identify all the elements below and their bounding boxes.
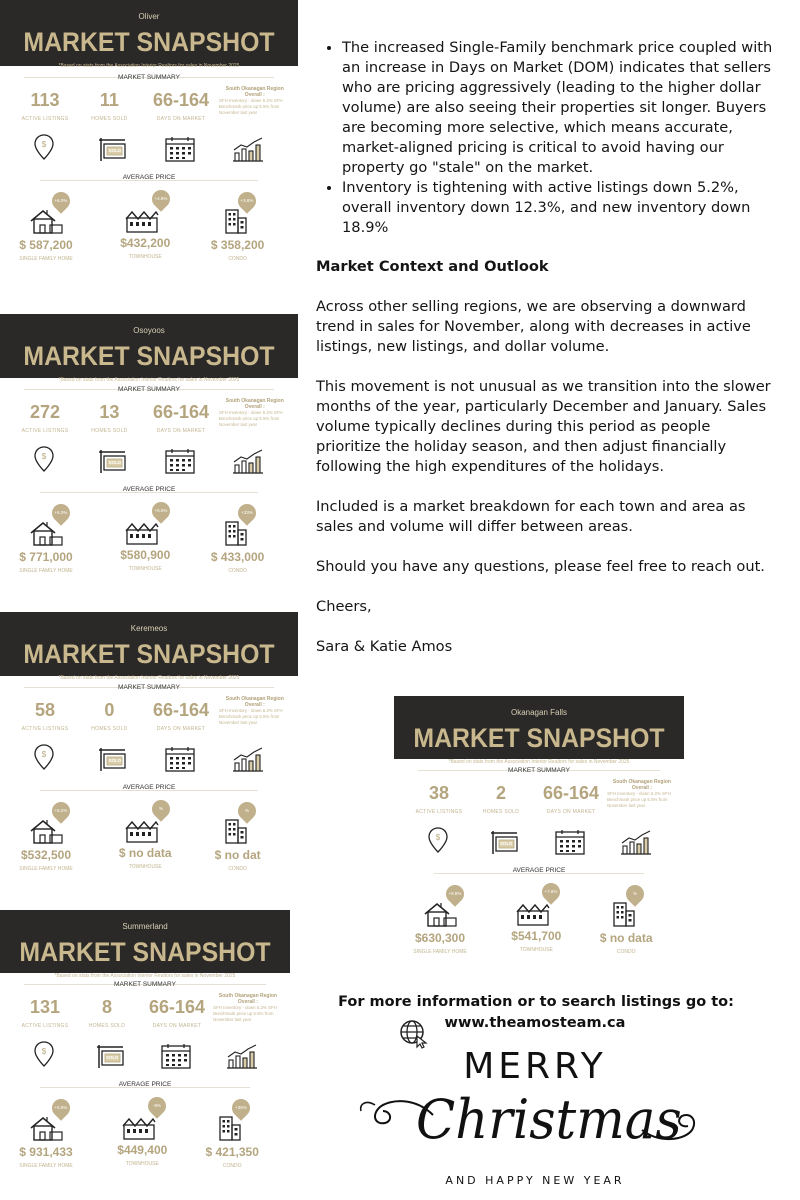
- townhouse-price-label: TOWNHOUSE: [128, 254, 162, 260]
- snapshot-header: [394, 696, 684, 765]
- snapshot-title: MARKET SNAPSHOT: [23, 27, 275, 57]
- average-price-title: AVERAGE PRICE: [122, 486, 176, 493]
- region-overview: [213, 993, 283, 1023]
- calendar-icon: [161, 1043, 191, 1069]
- region-title: South Okanagan Region Overall :: [225, 398, 284, 410]
- townhouse-price-label: TOWNHOUSE: [128, 864, 162, 870]
- condo-price: [203, 550, 273, 575]
- days-on-market-value: 66-164: [152, 90, 210, 110]
- townhouse-icon: [125, 519, 159, 545]
- townhouse-price: [110, 548, 180, 573]
- market-snapshot-card: [0, 314, 298, 604]
- condo-change-badge: [228, 1095, 253, 1120]
- sfh-change-badge: [442, 881, 467, 906]
- sfh-change-value: +6.0%: [54, 198, 68, 203]
- region-text: SFH Inventory - down 6.2% SFH Benchmark price up 5.5% from November last year: [219, 98, 283, 115]
- snapshot-note: *Based on stats from the Association Interior Realtors for sales in November 2025: [58, 377, 240, 383]
- townhouse-icon: [516, 900, 550, 926]
- region-overview: [607, 779, 677, 809]
- sold-sign-text: SOLD: [108, 148, 122, 153]
- days-on-market-value: 66-164: [542, 783, 600, 803]
- sfh-change-value: +5.3%: [54, 510, 68, 515]
- snapshot-note: *Based on stats from the Association Interior Realtors for sales in November 2025: [58, 63, 240, 69]
- location-pin-icon: [34, 134, 54, 160]
- sfh-price: [10, 550, 82, 575]
- stat-homes-sold: [87, 997, 127, 1029]
- market-summary-title: MARKET SUMMARY: [118, 684, 180, 691]
- active-listings-value: 38: [428, 783, 450, 803]
- sold-sign-icon: [98, 746, 128, 772]
- sfh-price-label: SINGLE FAMILY HOME: [19, 568, 73, 574]
- townhouse-change-badge: [144, 1093, 169, 1118]
- sfh-price: [404, 931, 476, 956]
- christmas-script: Christmas: [416, 1088, 682, 1151]
- stat-days-on-market: [145, 997, 209, 1029]
- merry-text: MERRY: [463, 1046, 607, 1087]
- sold-sign-text: SOLD: [105, 1055, 119, 1060]
- townhouse-price-value: $580,900: [120, 548, 171, 562]
- townhouse-change-badge: [538, 879, 563, 904]
- condo-change-badge: [235, 798, 260, 823]
- newsletter-body: [316, 38, 778, 677]
- active-listings-label: ACTIVE LISTINGS: [415, 809, 463, 815]
- town-name: Okanagan Falls: [510, 708, 568, 717]
- sfh-price-value: $ 587,200: [19, 238, 73, 252]
- townhouse-price: [501, 929, 571, 954]
- active-listings-label: ACTIVE LISTINGS: [21, 1023, 69, 1029]
- active-listings-label: ACTIVE LISTINGS: [21, 428, 69, 434]
- sfh-price-label: SINGLE FAMILY HOME: [19, 1163, 73, 1169]
- town-name: Oliver: [138, 12, 160, 21]
- condo-change-badge: [235, 188, 260, 213]
- days-on-market-label: DAYS ON MARKET: [546, 809, 596, 815]
- snapshot-header: [0, 910, 290, 979]
- snapshot-title: MARKET SNAPSHOT: [23, 639, 275, 669]
- sold-sign-text: SOLD: [108, 460, 122, 465]
- calendar-icon: [165, 746, 195, 772]
- sfh-price-label: SINGLE FAMILY HOME: [19, 866, 73, 872]
- location-pin-icon: [34, 446, 54, 472]
- snapshot-title: MARKET SNAPSHOT: [413, 723, 665, 753]
- condo-building-icon: [612, 901, 636, 927]
- growth-chart-icon: [232, 448, 264, 474]
- region-title: South Okanagan Region Overall :: [218, 993, 277, 1005]
- days-on-market-label: DAYS ON MARKET: [152, 1023, 202, 1029]
- growth-chart-icon: [226, 1043, 258, 1069]
- sfh-price-label: SINGLE FAMILY HOME: [413, 949, 467, 955]
- townhouse-price: [110, 846, 180, 871]
- condo-price-value: $ 433,000: [210, 550, 265, 564]
- townhouse-change-value: -9%: [152, 1103, 161, 1108]
- homes-sold-value: 2: [495, 783, 506, 803]
- region-title: South Okanagan Region Overall :: [225, 86, 284, 98]
- townhouse-change-badge: [148, 498, 173, 523]
- region-text: SFH Inventory - down 6.2% SFH Benchmark price up 5.5% from November last year: [219, 410, 283, 427]
- growth-chart-icon: [232, 746, 264, 772]
- stat-homes-sold: [481, 783, 521, 815]
- sold-sign-icon: [490, 829, 520, 855]
- townhouse-icon: [125, 207, 159, 233]
- condo-building-icon: [224, 520, 248, 546]
- stat-active-listings: [16, 700, 74, 732]
- snapshot-note: *Based on stats from the Association Interior Realtors for sales in November 2025: [58, 675, 240, 681]
- sfh-price-value: $ 931,433: [19, 1145, 73, 1159]
- sfh-price-value: $532,500: [20, 848, 72, 862]
- sold-sign-icon: [98, 448, 128, 474]
- homes-sold-label: HOMES SOLD: [482, 809, 520, 815]
- sfh-price: [10, 238, 82, 263]
- market-summary-title: MARKET SUMMARY: [118, 74, 180, 81]
- stat-days-on-market: [539, 783, 603, 815]
- active-listings-label: ACTIVE LISTINGS: [21, 726, 69, 732]
- sfh-change-badge: [48, 798, 73, 823]
- townhouse-price-value: $541,700: [511, 929, 562, 943]
- sfh-price-label: SINGLE FAMILY HOME: [19, 256, 73, 262]
- market-snapshot-card: [0, 910, 290, 1200]
- market-snapshot-card: [0, 612, 298, 902]
- market-summary-title: MARKET SUMMARY: [114, 981, 176, 988]
- stat-days-on-market: [149, 700, 213, 732]
- calendar-icon: [165, 136, 195, 162]
- town-name: Keremeos: [130, 624, 168, 633]
- town-name: Osoyoos: [133, 326, 165, 335]
- days-on-market-value: 66-164: [152, 402, 210, 422]
- townhouse-price: [110, 236, 180, 261]
- condo-price-label: CONDO: [228, 866, 247, 872]
- condo-price-label: CONDO: [616, 949, 636, 955]
- calendar-icon: [555, 829, 585, 855]
- townhouse-change-badge: [148, 186, 173, 211]
- condo-price: [591, 931, 661, 956]
- paragraph: Should you have any questions, please feel free to reach out.: [316, 558, 765, 575]
- stat-active-listings: [410, 783, 468, 815]
- townhouse-price-value: $449,400: [117, 1143, 168, 1157]
- calendar-icon: [165, 448, 195, 474]
- condo-price: [203, 848, 273, 873]
- condo-change-badge: [235, 500, 260, 525]
- townhouse-change-badge: [148, 796, 173, 821]
- active-listings-value: 272: [29, 402, 61, 422]
- sfh-change-value: +8.8%: [448, 891, 462, 896]
- sfh-change-value: +6.2%: [54, 808, 68, 813]
- location-pin-icon: [428, 827, 448, 853]
- region-overview: [219, 696, 291, 726]
- townhouse-change-value: +5.5%: [154, 508, 168, 513]
- homes-sold-value: 11: [99, 90, 119, 110]
- condo-building-icon: [218, 1115, 242, 1141]
- stat-active-listings: [16, 997, 74, 1029]
- average-price-title: AVERAGE PRICE: [122, 784, 176, 791]
- stat-homes-sold: [89, 90, 129, 122]
- region-title: South Okanagan Region Overall :: [612, 779, 671, 791]
- average-price-title: AVERAGE PRICE: [512, 867, 566, 874]
- townhouse-change-value: +4.8%: [154, 196, 168, 201]
- region-text: SFH Inventory - down 6.2% SFH Benchmark price up 5.5% from November last year: [219, 708, 283, 725]
- homes-sold-value: 8: [101, 997, 112, 1017]
- townhouse-price-label: TOWNHOUSE: [519, 947, 553, 953]
- homes-sold-value: 13: [99, 402, 120, 422]
- condo-price-label: CONDO: [228, 256, 247, 262]
- condo-change-value: +33%: [241, 510, 254, 515]
- sfh-price: [10, 1145, 82, 1170]
- bullet-item: • Inventory is tightening with active listings down 5.2%, overall inventory down 12.3%, and new inventory down 18.9%: [342, 178, 778, 238]
- homes-sold-label: HOMES SOLD: [91, 116, 128, 122]
- sfh-price-value: $ 771,000: [19, 550, 73, 564]
- homes-sold-value: 0: [104, 700, 115, 720]
- condo-price: [197, 1145, 267, 1170]
- townhouse-change-value: %: [158, 806, 163, 811]
- region-text: SFH Inventory - down 6.2% SFH Benchmark price up 5.5% from November last year: [213, 1005, 277, 1022]
- condo-price-value: $ 358,200: [210, 238, 265, 252]
- sfh-price: [10, 848, 82, 873]
- stat-active-listings: [16, 402, 74, 434]
- region-title: South Okanagan Region Overall :: [225, 696, 284, 708]
- paragraph: Cheers,: [316, 598, 372, 615]
- days-on-market-label: DAYS ON MARKET: [156, 726, 206, 732]
- location-pin-icon: [34, 1041, 54, 1067]
- townhouse-icon: [125, 817, 159, 843]
- townhouse-price: [107, 1143, 177, 1168]
- paragraph: Across other selling regions, we are observing a downward trend in sales for November, along with decreases in active listings, new listings, and dollar volume.: [316, 298, 751, 355]
- townhouse-change-value: +7.6%: [544, 889, 558, 894]
- sfh-price-value: $630,300: [414, 931, 466, 945]
- homes-sold-label: HOMES SOLD: [91, 726, 128, 732]
- townhouse-price-label: TOWNHOUSE: [125, 1161, 159, 1167]
- condo-price-label: CONDO: [228, 568, 247, 574]
- days-on-market-value: 66-164: [152, 700, 210, 720]
- snapshot-note: *Based on stats from the Association Interior Realtors for sales in November 2025: [54, 973, 236, 979]
- bullet-item: • The increased Single-Family benchmark price coupled with an increase in Days on Market (DOM) indicates that sellers who are pricing aggressively (leading to the higher dollar volume) are also seeing their properties sit longer. Buyers are becoming more selective, which means accurate, market-aligned pricing is critical to avoid having our property go "stale" on the market.: [342, 38, 778, 178]
- snapshot-title: MARKET SNAPSHOT: [19, 937, 271, 967]
- condo-change-value: %: [245, 808, 250, 813]
- condo-building-icon: [224, 208, 248, 234]
- sfh-change-badge: [48, 1095, 73, 1120]
- snapshot-title: MARKET SNAPSHOT: [23, 341, 275, 371]
- snapshot-header: [0, 612, 298, 681]
- condo-price: [203, 238, 273, 263]
- region-overview: [219, 86, 291, 116]
- globe-cursor-icon: [399, 1019, 429, 1049]
- condo-building-icon: [224, 818, 248, 844]
- condo-price-label: CONDO: [222, 1163, 242, 1169]
- website-link[interactable]: www.theamosteam.ca: [444, 1015, 626, 1031]
- more-info-text: For more information or to search listings go to:: [338, 994, 734, 1010]
- region-overview: [219, 398, 291, 428]
- new-year-text: AND HAPPY NEW YEAR: [445, 1174, 625, 1187]
- condo-price-value: $ no data: [599, 931, 653, 945]
- average-price-title: AVERAGE PRICE: [118, 1081, 172, 1088]
- condo-change-value: +36%: [235, 1105, 247, 1110]
- condo-price-value: $ no dat: [214, 848, 261, 862]
- condo-change-value: %: [632, 891, 637, 896]
- sold-sign-text: SOLD: [108, 758, 122, 763]
- active-listings-value: 131: [29, 997, 61, 1017]
- market-summary-title: MARKET SUMMARY: [118, 386, 180, 393]
- growth-chart-icon: [620, 829, 652, 855]
- sfh-change-badge: [48, 500, 73, 525]
- location-pin-icon: [34, 744, 54, 770]
- townhouse-price-label: TOWNHOUSE: [128, 566, 162, 572]
- market-summary-title: MARKET SUMMARY: [508, 767, 570, 774]
- active-listings-value: 113: [30, 90, 60, 110]
- insight-bullets: [316, 38, 778, 238]
- active-listings-value: 58: [34, 700, 56, 720]
- market-snapshot-card: [0, 0, 298, 290]
- market-snapshot-card: [394, 696, 684, 986]
- stat-days-on-market: [149, 402, 213, 434]
- days-on-market-label: DAYS ON MARKET: [156, 116, 206, 122]
- sfh-change-badge: [48, 188, 73, 213]
- stat-homes-sold: [89, 402, 129, 434]
- stat-homes-sold: [89, 700, 129, 732]
- sold-sign-icon: [96, 1043, 126, 1069]
- region-text: SFH Inventory - down 6.2% SFH Benchmark price up 5.5% from November last year: [607, 791, 671, 808]
- condo-change-value: +3.6%: [240, 198, 254, 203]
- townhouse-price-value: $ no data: [118, 846, 172, 860]
- town-name: Summerland: [122, 922, 168, 931]
- homes-sold-label: HOMES SOLD: [88, 1023, 126, 1029]
- signature: Sara & Katie Amos: [316, 638, 453, 655]
- active-listings-label: ACTIVE LISTINGS: [21, 116, 69, 122]
- stat-days-on-market: [149, 90, 213, 122]
- days-on-market-label: DAYS ON MARKET: [156, 428, 206, 434]
- sold-sign-text: SOLD: [499, 841, 513, 846]
- growth-chart-icon: [232, 136, 264, 162]
- paragraph: This movement is not unusual as we transition into the slower months of the year, particularly December and January. Sales volume typically declines during this period as people prioritize the holiday season, and then adjust financially following the high expenditures of the holidays.: [316, 378, 771, 475]
- condo-change-badge: [622, 881, 647, 906]
- stat-active-listings: [16, 90, 74, 122]
- swirl-ornament-right: [640, 1100, 710, 1150]
- snapshot-header: [0, 0, 298, 69]
- snapshot-note: *Based on stats from the Association Interior Realtors for sales in November 2025: [448, 759, 630, 765]
- townhouse-icon: [122, 1114, 156, 1140]
- sold-sign-icon: [98, 136, 128, 162]
- days-on-market-value: 66-164: [148, 997, 206, 1017]
- condo-price-value: $ 421,350: [205, 1145, 259, 1159]
- paragraph: Included is a market breakdown for each town and area as sales and volume will differ between areas.: [316, 498, 746, 535]
- townhouse-price-value: $432,200: [120, 236, 171, 250]
- homes-sold-label: HOMES SOLD: [91, 428, 128, 434]
- context-heading: Market Context and Outlook: [316, 258, 549, 275]
- average-price-title: AVERAGE PRICE: [122, 174, 176, 181]
- snapshot-header: [0, 314, 298, 383]
- sfh-change-value: +5.8%: [54, 1105, 68, 1110]
